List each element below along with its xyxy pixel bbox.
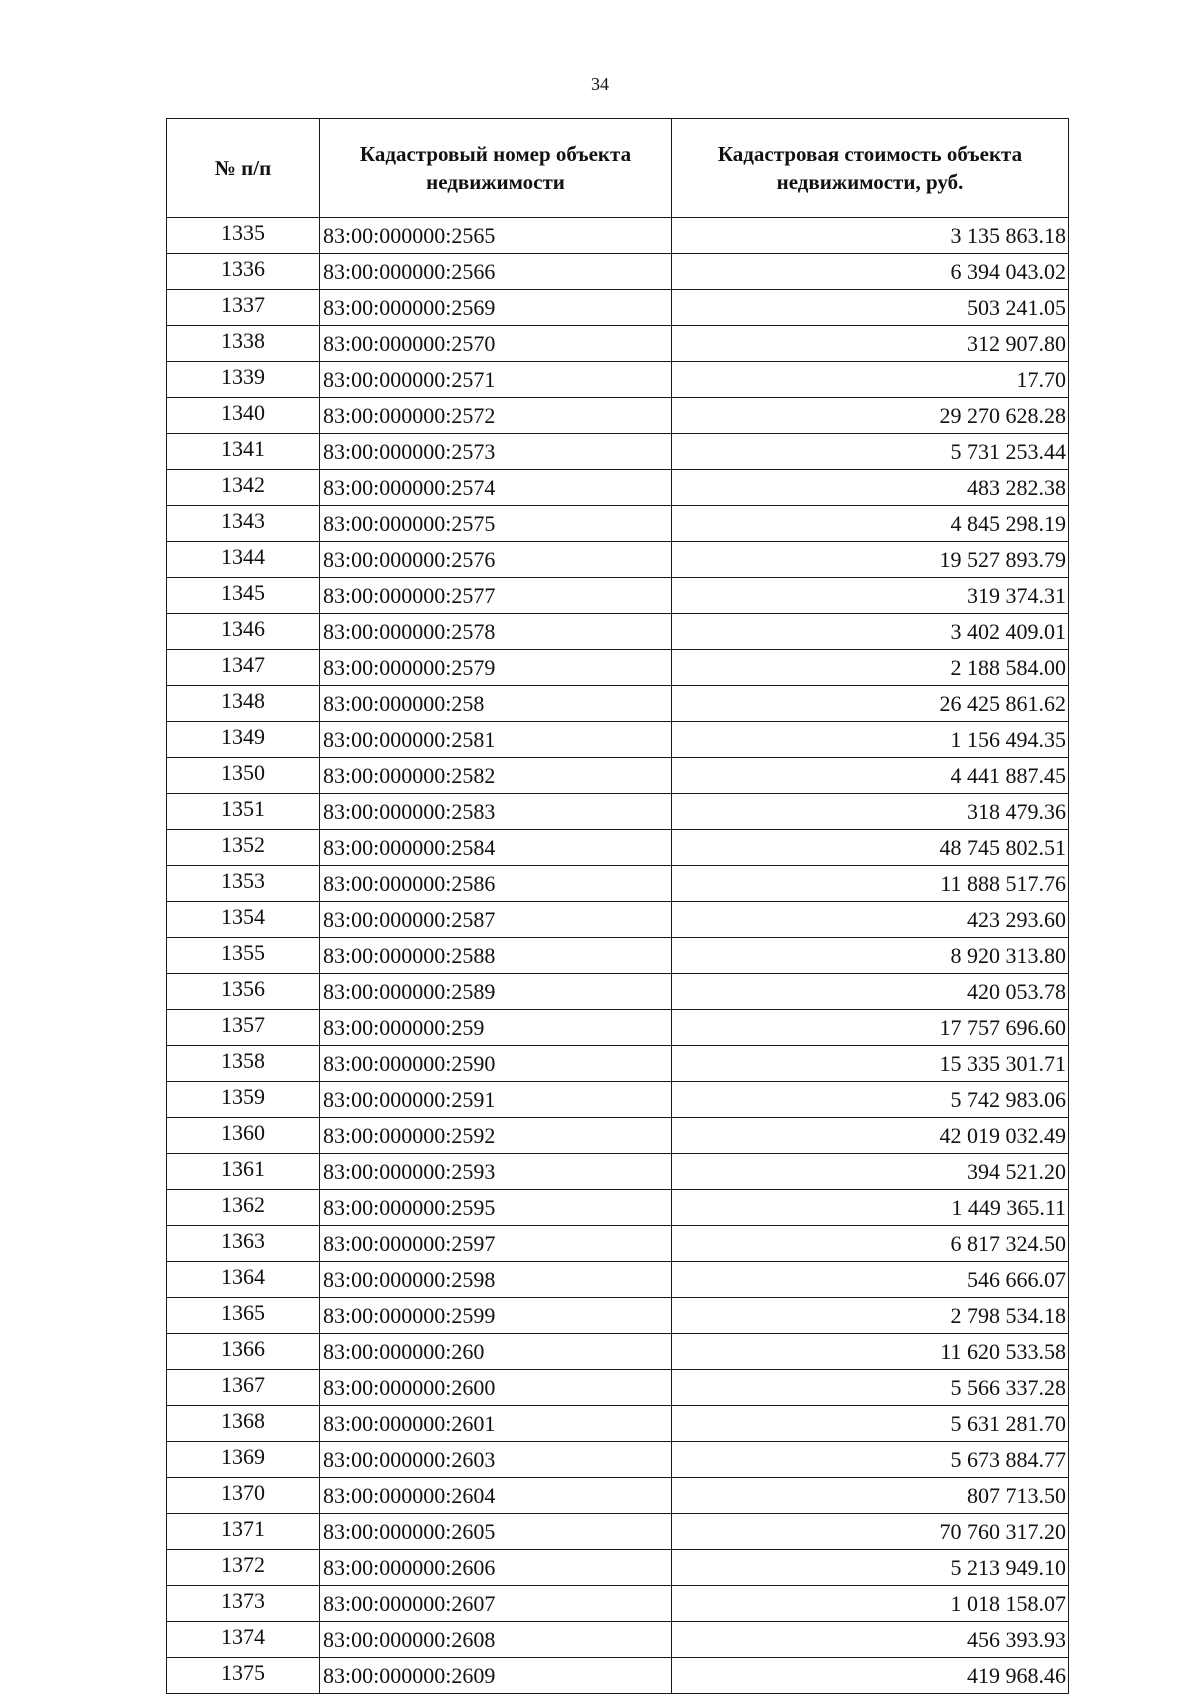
table-row — [167, 794, 1069, 830]
table-row — [167, 1226, 1069, 1262]
cadastral-number-cell: 83:00:000000:2576 — [320, 542, 672, 578]
cadastral-value-cell: 6 817 324.50 — [672, 1226, 1069, 1262]
table-row — [167, 1478, 1069, 1514]
row-number-cell: 1366 — [167, 1334, 320, 1370]
cadastral-number-cell: 83:00:000000:2571 — [320, 362, 672, 398]
header-row — [167, 119, 1069, 218]
cadastral-value-cell: 17.70 — [672, 362, 1069, 398]
row-number-cell: 1359 — [167, 1082, 320, 1118]
row-number-cell: 1351 — [167, 794, 320, 830]
row-number-cell: 1372 — [167, 1550, 320, 1586]
table-row — [167, 434, 1069, 470]
table-row — [167, 1046, 1069, 1082]
cadastral-number-cell: 83:00:000000:2570 — [320, 326, 672, 362]
row-number-cell: 1365 — [167, 1298, 320, 1334]
table-row — [167, 650, 1069, 686]
cadastral-number-cell: 83:00:000000:2577 — [320, 578, 672, 614]
table-row — [167, 542, 1069, 578]
header-row-number: № п/п — [167, 119, 320, 218]
row-number-cell: 1367 — [167, 1370, 320, 1406]
cadastral-number-cell: 83:00:000000:2566 — [320, 254, 672, 290]
table-row — [167, 1370, 1069, 1406]
row-number-cell: 1364 — [167, 1262, 320, 1298]
cadastral-number-cell: 83:00:000000:2593 — [320, 1154, 672, 1190]
cadastral-value-cell: 4 441 887.45 — [672, 758, 1069, 794]
cadastral-value-cell: 5 673 884.77 — [672, 1442, 1069, 1478]
cadastral-number-cell: 83:00:000000:2606 — [320, 1550, 672, 1586]
cadastral-table — [166, 118, 1069, 1694]
cadastral-number-cell: 83:00:000000:2578 — [320, 614, 672, 650]
row-number-cell: 1342 — [167, 470, 320, 506]
row-number-cell: 1356 — [167, 974, 320, 1010]
table-row — [167, 974, 1069, 1010]
cadastral-value-cell: 42 019 032.49 — [672, 1118, 1069, 1154]
row-number-cell: 1347 — [167, 650, 320, 686]
row-number-cell: 1375 — [167, 1658, 320, 1694]
row-number-cell: 1352 — [167, 830, 320, 866]
cadastral-number-cell: 83:00:000000:259 — [320, 1010, 672, 1046]
row-number-cell: 1360 — [167, 1118, 320, 1154]
cadastral-value-cell: 15 335 301.71 — [672, 1046, 1069, 1082]
table-row — [167, 686, 1069, 722]
cadastral-value-cell: 319 374.31 — [672, 578, 1069, 614]
table-row — [167, 866, 1069, 902]
cadastral-number-cell: 83:00:000000:2591 — [320, 1082, 672, 1118]
cadastral-value-cell: 394 521.20 — [672, 1154, 1069, 1190]
cadastral-value-cell: 456 393.93 — [672, 1622, 1069, 1658]
cadastral-value-cell: 19 527 893.79 — [672, 542, 1069, 578]
cadastral-number-cell: 83:00:000000:258 — [320, 686, 672, 722]
table-row — [167, 1298, 1069, 1334]
cadastral-value-cell: 1 156 494.35 — [672, 722, 1069, 758]
cadastral-value-cell: 5 213 949.10 — [672, 1550, 1069, 1586]
row-number-cell: 1337 — [167, 290, 320, 326]
row-number-cell: 1361 — [167, 1154, 320, 1190]
table-row — [167, 1082, 1069, 1118]
cadastral-number-cell: 83:00:000000:2584 — [320, 830, 672, 866]
cadastral-value-cell: 420 053.78 — [672, 974, 1069, 1010]
row-number-cell: 1345 — [167, 578, 320, 614]
cadastral-number-cell: 83:00:000000:2582 — [320, 758, 672, 794]
cadastral-number-cell: 83:00:000000:2609 — [320, 1658, 672, 1694]
cadastral-value-cell: 2 188 584.00 — [672, 650, 1069, 686]
table-row — [167, 1010, 1069, 1046]
row-number-cell: 1350 — [167, 758, 320, 794]
header-cadastral-value: Кадастровая стоимость объекта недвижимости, руб. — [672, 119, 1069, 218]
cadastral-number-cell: 83:00:000000:2581 — [320, 722, 672, 758]
row-number-cell: 1373 — [167, 1586, 320, 1622]
cadastral-value-cell: 807 713.50 — [672, 1478, 1069, 1514]
cadastral-number-cell: 83:00:000000:2599 — [320, 1298, 672, 1334]
table-row — [167, 470, 1069, 506]
cadastral-number-cell: 83:00:000000:2574 — [320, 470, 672, 506]
cadastral-number-cell: 83:00:000000:2595 — [320, 1190, 672, 1226]
cadastral-value-cell: 70 760 317.20 — [672, 1514, 1069, 1550]
cadastral-value-cell: 312 907.80 — [672, 326, 1069, 362]
cadastral-value-cell: 26 425 861.62 — [672, 686, 1069, 722]
cadastral-number-cell: 83:00:000000:2586 — [320, 866, 672, 902]
row-number-cell: 1338 — [167, 326, 320, 362]
table-row — [167, 722, 1069, 758]
table-row — [167, 578, 1069, 614]
cadastral-number-cell: 83:00:000000:2565 — [320, 218, 672, 254]
cadastral-number-cell: 83:00:000000:2579 — [320, 650, 672, 686]
table-row — [167, 1154, 1069, 1190]
row-number-cell: 1363 — [167, 1226, 320, 1262]
cadastral-number-cell: 83:00:000000:2575 — [320, 506, 672, 542]
cadastral-value-cell: 8 920 313.80 — [672, 938, 1069, 974]
table-row — [167, 1334, 1069, 1370]
table-row — [167, 614, 1069, 650]
cadastral-value-cell: 48 745 802.51 — [672, 830, 1069, 866]
cadastral-value-cell: 4 845 298.19 — [672, 506, 1069, 542]
row-number-cell: 1362 — [167, 1190, 320, 1226]
cadastral-value-cell: 5 631 281.70 — [672, 1406, 1069, 1442]
cadastral-number-cell: 83:00:000000:2607 — [320, 1586, 672, 1622]
row-number-cell: 1357 — [167, 1010, 320, 1046]
cadastral-value-cell: 5 731 253.44 — [672, 434, 1069, 470]
cadastral-value-cell: 419 968.46 — [672, 1658, 1069, 1694]
row-number-cell: 1346 — [167, 614, 320, 650]
cadastral-number-cell: 83:00:000000:260 — [320, 1334, 672, 1370]
row-number-cell: 1353 — [167, 866, 320, 902]
row-number-cell: 1336 — [167, 254, 320, 290]
row-number-cell: 1374 — [167, 1622, 320, 1658]
cadastral-value-cell: 1 018 158.07 — [672, 1586, 1069, 1622]
cadastral-number-cell: 83:00:000000:2597 — [320, 1226, 672, 1262]
cadastral-value-cell: 5 566 337.28 — [672, 1370, 1069, 1406]
row-number-cell: 1348 — [167, 686, 320, 722]
table-row — [167, 398, 1069, 434]
cadastral-number-cell: 83:00:000000:2598 — [320, 1262, 672, 1298]
row-number-cell: 1354 — [167, 902, 320, 938]
header-cadastral-number: Кадастровый номер объекта недвижимости — [320, 119, 672, 218]
row-number-cell: 1371 — [167, 1514, 320, 1550]
row-number-cell: 1358 — [167, 1046, 320, 1082]
cadastral-number-cell: 83:00:000000:2603 — [320, 1442, 672, 1478]
table-row — [167, 326, 1069, 362]
table-row — [167, 218, 1069, 254]
cadastral-value-cell: 423 293.60 — [672, 902, 1069, 938]
table-row — [167, 1622, 1069, 1658]
row-number-cell: 1369 — [167, 1442, 320, 1478]
cadastral-value-cell: 318 479.36 — [672, 794, 1069, 830]
cadastral-number-cell: 83:00:000000:2590 — [320, 1046, 672, 1082]
table-row — [167, 1586, 1069, 1622]
table-row — [167, 1514, 1069, 1550]
cadastral-value-cell: 11 620 533.58 — [672, 1334, 1069, 1370]
table-row — [167, 290, 1069, 326]
cadastral-value-cell: 1 449 365.11 — [672, 1190, 1069, 1226]
cadastral-value-cell: 5 742 983.06 — [672, 1082, 1069, 1118]
page-number: 34 — [591, 74, 609, 94]
cadastral-value-cell: 3 402 409.01 — [672, 614, 1069, 650]
row-number-cell: 1370 — [167, 1478, 320, 1514]
table-row — [167, 1550, 1069, 1586]
cadastral-number-cell: 83:00:000000:2608 — [320, 1622, 672, 1658]
cadastral-number-cell: 83:00:000000:2583 — [320, 794, 672, 830]
row-number-cell: 1335 — [167, 218, 320, 254]
cadastral-number-cell: 83:00:000000:2572 — [320, 398, 672, 434]
cadastral-number-cell: 83:00:000000:2592 — [320, 1118, 672, 1154]
row-number-cell: 1368 — [167, 1406, 320, 1442]
table-row — [167, 506, 1069, 542]
cadastral-value-cell: 29 270 628.28 — [672, 398, 1069, 434]
row-number-cell: 1344 — [167, 542, 320, 578]
table-row — [167, 902, 1069, 938]
cadastral-number-cell: 83:00:000000:2600 — [320, 1370, 672, 1406]
row-number-cell: 1343 — [167, 506, 320, 542]
table-header — [167, 119, 1069, 218]
row-number-cell: 1339 — [167, 362, 320, 398]
cadastral-number-cell: 83:00:000000:2587 — [320, 902, 672, 938]
table-body — [167, 218, 1069, 1694]
table-row — [167, 830, 1069, 866]
cadastral-number-cell: 83:00:000000:2604 — [320, 1478, 672, 1514]
table-row — [167, 938, 1069, 974]
row-number-cell: 1340 — [167, 398, 320, 434]
cadastral-value-cell: 483 282.38 — [672, 470, 1069, 506]
cadastral-value-cell: 2 798 534.18 — [672, 1298, 1069, 1334]
table-row — [167, 1118, 1069, 1154]
cadastral-value-cell: 546 666.07 — [672, 1262, 1069, 1298]
cadastral-value-cell: 6 394 043.02 — [672, 254, 1069, 290]
cadastral-value-cell: 11 888 517.76 — [672, 866, 1069, 902]
cadastral-number-cell: 83:00:000000:2573 — [320, 434, 672, 470]
table-row — [167, 1406, 1069, 1442]
cadastral-value-cell: 3 135 863.18 — [672, 218, 1069, 254]
cadastral-number-cell: 83:00:000000:2605 — [320, 1514, 672, 1550]
cadastral-number-cell: 83:00:000000:2569 — [320, 290, 672, 326]
table-row — [167, 362, 1069, 398]
table-row — [167, 1190, 1069, 1226]
row-number-cell: 1341 — [167, 434, 320, 470]
table-row — [167, 758, 1069, 794]
row-number-cell: 1349 — [167, 722, 320, 758]
cadastral-value-cell: 17 757 696.60 — [672, 1010, 1069, 1046]
cadastral-number-cell: 83:00:000000:2601 — [320, 1406, 672, 1442]
cadastral-value-cell: 503 241.05 — [672, 290, 1069, 326]
table-row — [167, 254, 1069, 290]
cadastral-number-cell: 83:00:000000:2589 — [320, 974, 672, 1010]
row-number-cell: 1355 — [167, 938, 320, 974]
table-row — [167, 1658, 1069, 1694]
table-row — [167, 1262, 1069, 1298]
cadastral-number-cell: 83:00:000000:2588 — [320, 938, 672, 974]
table-row — [167, 1442, 1069, 1478]
